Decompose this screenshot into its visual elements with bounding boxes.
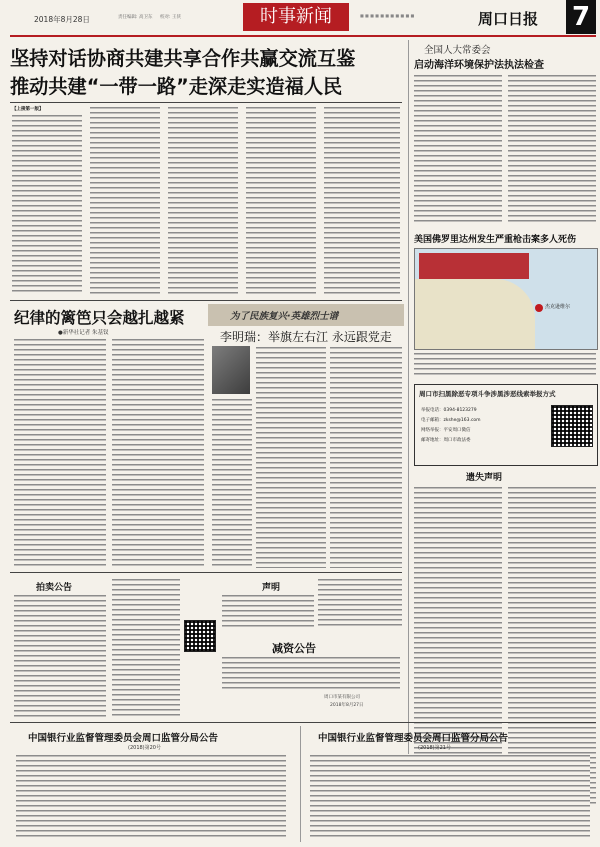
map-label: 杰克逊维尔 [545,304,571,310]
header-editor: 责任编辑: 高卫东 [118,15,153,20]
commentary-col-2 [112,338,204,568]
header-lines: ■ ■ ■ ■ ■ ■ ■ ■ ■ ■ ■ [360,13,415,18]
cbirc-no-2: (2018)第21号 [418,745,451,751]
reduce-text [222,656,400,690]
statement-title: 声明 [262,583,281,593]
lead-title-1: 坚持对话协商共建共享合作共赢交流互鉴 [10,47,356,70]
commentary-title: 纪律的篱笆只会越扎越紧 [14,309,185,327]
hero-text-3 [212,398,252,568]
npc-title-1: 全国人大常委会 [424,45,491,56]
commentary-col-1 [14,338,106,568]
npc-text-1 [414,74,502,224]
announce-line-3: 网络举报：平安周口微信 [421,428,471,433]
lead-rule [10,102,402,103]
announce-box [414,384,598,466]
lead-column-3 [168,106,238,294]
lead-column-5 [324,106,400,294]
map-land [415,279,535,349]
header-rule [10,35,596,37]
hero-banner-text: 为了民族复兴·英雄烈士谱 [230,311,339,322]
commentary-byline: ●新华社记者 朱基钗 [58,330,109,336]
lost-title: 遗失声明 [466,473,503,483]
right-divider [408,40,409,800]
npc-text-2 [508,74,596,224]
mid-rule [10,572,402,573]
lead-column-1 [12,114,82,294]
header-review: 校对: 王侠 [160,15,181,20]
lead-title-2: 推动共建“一带一路”走深走实造福人民 [10,75,343,98]
statement-text-1 [222,594,314,628]
auction-qr-code [184,620,216,652]
announce-qr-code [551,405,593,447]
map-info-box [419,253,529,279]
statement-text-2 [318,578,402,628]
usa-text [414,352,596,378]
auction-text-1 [14,594,106,718]
page-number: 7 [566,0,596,34]
hero-portrait [212,346,250,394]
auction-text-2 [112,578,180,718]
npc-title-2: 启动海洋环境保护法执法检查 [414,60,544,71]
cbirc-title-2: 中国银行业监督管理委员会周口监管分局公告 [318,733,509,744]
hero-text-1 [256,346,326,568]
cbirc-text-2 [310,754,590,840]
announce-title: 周口市扫黑除恶专项斗争涉黑涉恶线索举报方式 [419,390,556,398]
bottom-rule [10,722,596,723]
lead-column-4 [246,106,316,294]
page-header [0,0,600,38]
cbirc-no-1: (2018)第20号 [128,745,161,751]
cbirc-title-1: 中国银行业监督管理委员会周口监管分局公告 [28,733,219,744]
reduce-title: 减资公告 [272,642,316,655]
lead-bottom-rule [10,300,402,301]
usa-map [414,248,598,350]
reduce-company: 周口市某有限公司 [324,695,360,700]
hero-banner [208,304,404,326]
lead-column-2 [90,106,160,294]
announce-line-4: 邮寄地址：周口市政法委 [421,438,471,443]
section-title: 时事新闻 [243,3,349,31]
reduce-date: 2018年8月27日 [330,703,364,708]
header-date: 2018年8月28日 [34,15,90,24]
announce-line-2: 电子邮箱：zkshe@163.com [421,418,481,423]
hero-text-2 [330,346,402,568]
lead-intro: 【上接第一版】 [12,107,44,112]
auction-title: 拍卖公告 [36,583,73,593]
hero-title: 李明瑞：举旗左右江 永远跟党走 [220,330,392,344]
cbirc-text-1 [16,754,286,840]
masthead: 周口日报 [478,10,539,28]
map-pin-icon [535,304,543,312]
announce-line-1: 举报电话：0394-8123279 [421,408,477,413]
usa-title: 美国佛罗里达州发生严重枪击案多人死伤 [414,235,577,245]
cbirc-divider [300,726,301,842]
